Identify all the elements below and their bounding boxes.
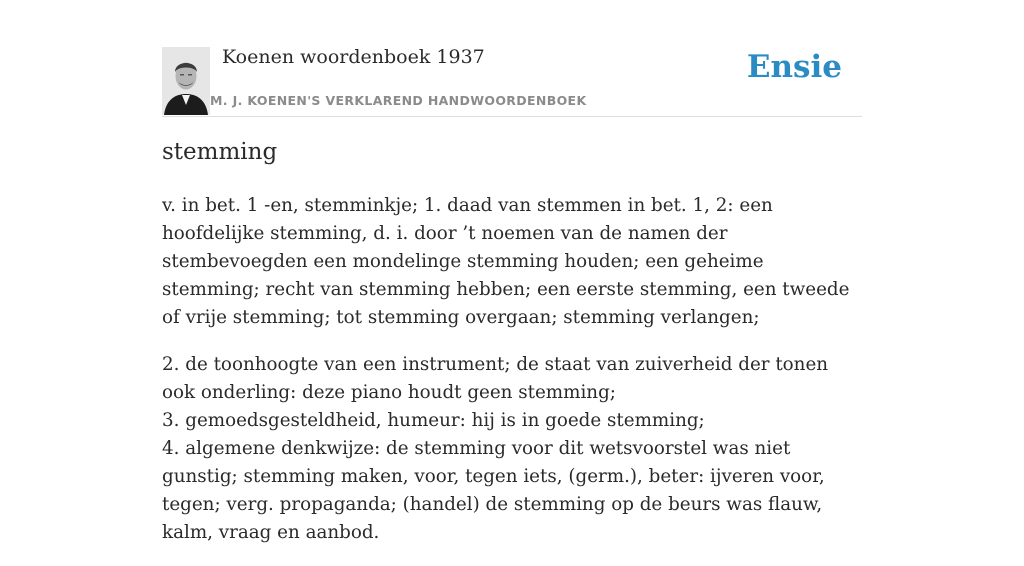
- author-portrait: [162, 47, 210, 115]
- definition-paragraph-1: [162, 192, 862, 332]
- definition-sense-2: 2. de toonhoogte van een instrument; de staat van zuiverheid der tonen ook onderling: deze piano houdt geen stemming;: [162, 354, 829, 403]
- dictionary-header: [162, 40, 862, 117]
- book-subtitle: M. J. KOENEN'S VERKLAREND HANDWOORDENBOEK: [210, 93, 587, 108]
- definition-sense-1: v. in bet. 1 -en, stemminkje; 1. daad van stemmen in bet. 1, 2: een hoofdelijke stemming, d. i. door ’t noemen van de namen der stembevoegden een mondelinge stemming houden; een geheime stemming; recht van stemming hebben; een eerste stemming, een tweede of vrije stemming; tot stemming overgaan; stemming verlangen;: [162, 195, 850, 328]
- book-title-link[interactable]: Koenen woordenboek 1937: [222, 46, 485, 68]
- entry-headword: stemming: [162, 139, 278, 165]
- definition-sense-3: 3. gemoedsgesteldheid, humeur: hij is in goede stemming;: [162, 410, 705, 431]
- entry-definition: [162, 192, 862, 566]
- definition-paragraph-2: [162, 351, 862, 547]
- ensie-logo-link[interactable]: Ensie: [746, 49, 842, 85]
- definition-sense-4: 4. algemene denkwijze: de stemming voor dit wetsvoorstel was niet gunstig; stemming maken, voor, tegen iets, (germ.), beter: ijveren voor, tegen; verg. propaganda; (handel) de stemming op de beurs was flauw, kalm, vraag en aanbod.: [162, 438, 825, 543]
